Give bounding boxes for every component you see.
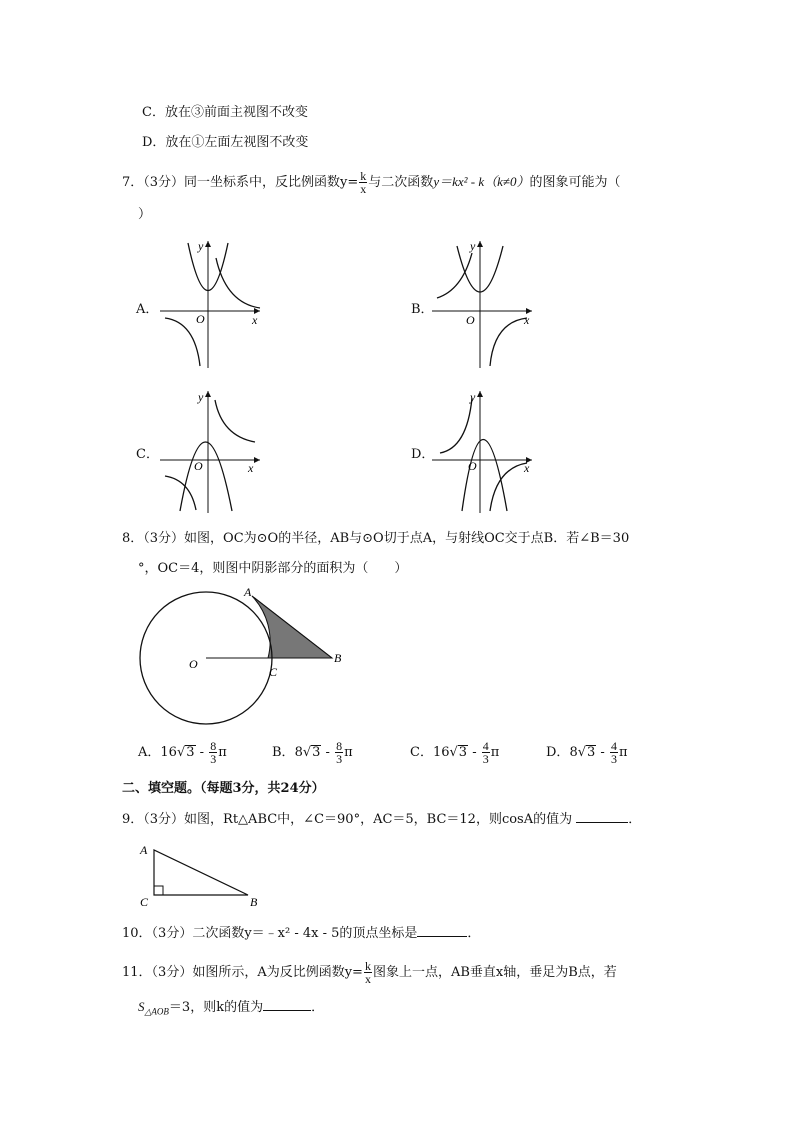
q9-point-b: B <box>250 895 258 909</box>
q7-a-origin: O <box>196 312 205 326</box>
q7-label-a: A． <box>136 302 159 317</box>
q8-point-c: C <box>269 665 278 679</box>
q6-option-d: D．放在①左面左视图不改变 <box>142 135 309 150</box>
q7-b-origin: O <box>466 313 475 327</box>
q7-a-y-label: y <box>198 239 204 253</box>
q8-option-d: D．8√3 - $\frac{4}{3}$ π <box>546 739 628 766</box>
q8-option-a: A．16√3 - $\frac{8}{3}$ π <box>138 739 227 766</box>
q7-close-paren: ） <box>138 207 152 222</box>
q9-figure <box>136 840 266 910</box>
q7-label-c: C． <box>136 447 159 462</box>
q8-point-o: O <box>189 657 198 671</box>
q7-graph-b <box>432 238 537 368</box>
q11-fraction: $\frac{k}{x}$ <box>364 959 371 986</box>
q11-stem-line1: 11．（3分）如图所示，A为反比例函数y= $\frac{k}{x}$ 图象上一点，AB垂直x轴，垂足为B点，若 <box>122 959 617 986</box>
q8-figure <box>136 584 356 729</box>
q10-stem: 10．（3分）二次函数y＝﹣x² - 4x - 5的顶点坐标是 ． <box>122 926 481 941</box>
q7-d-origin: O <box>468 459 477 473</box>
q7-graph-a <box>160 238 265 368</box>
q7-c-x-label: x <box>248 461 254 475</box>
q7-label-b: B． <box>411 302 434 317</box>
q7-b-y-label: y <box>470 239 476 253</box>
q7-stem: 7．（3分）同一坐标系中，反比例函数y= $\frac{k}{x}$ 与二次函数y＝kx² - k（k≠0）的图象可能为（ <box>122 169 621 196</box>
q8-stem-line1: 8．（3分）如图，OC为⊙O的半径，AB与⊙O切于点A，与射线OC交于点B．若∠B＝30 <box>122 531 630 546</box>
q7-label-d: D． <box>411 447 435 462</box>
q8-stem-line2: °，OC＝4，则图中阴影部分的面积为（ ） <box>138 561 408 576</box>
q10-answer-blank[interactable] <box>417 924 467 937</box>
q7-graph-c <box>160 388 265 513</box>
q9-answer-blank[interactable] <box>576 810 628 823</box>
q7-graph-d <box>432 388 537 513</box>
q8-option-b: B．8√3 - $\frac{8}{3}$ π <box>272 739 353 766</box>
q9-stem: 9．（3分）如图，Rt△ABC中，∠C＝90°，AC＝5，BC＝12，则cosA的值为 ． <box>122 812 642 827</box>
q11-stem-line2: $S_{\triangle AOB}=3$，则k的值为 ． <box>138 999 325 1017</box>
q7-d-x-label: x <box>524 461 530 475</box>
section-heading: 二、填空题。（每题3分，共24分） <box>122 781 325 796</box>
q9-point-c: C <box>140 895 149 909</box>
q8-point-b: B <box>334 651 342 665</box>
q9-point-a: A <box>140 843 148 857</box>
q7-d-y-label: y <box>470 390 476 404</box>
q6-option-c: C．放在③前面主视图不改变 <box>142 105 308 120</box>
q7-b-x-label: x <box>524 313 530 327</box>
q7-c-origin: O <box>194 459 203 473</box>
q7-c-y-label: y <box>198 390 204 404</box>
q8-point-a: A <box>244 585 252 599</box>
q11-answer-blank[interactable] <box>263 998 311 1011</box>
q7-fraction: $\frac{k}{x}$ <box>360 169 367 196</box>
q7-a-x-label: x <box>252 313 258 327</box>
q8-option-c: C．16√3 - $\frac{4}{3}$ π <box>410 739 500 766</box>
